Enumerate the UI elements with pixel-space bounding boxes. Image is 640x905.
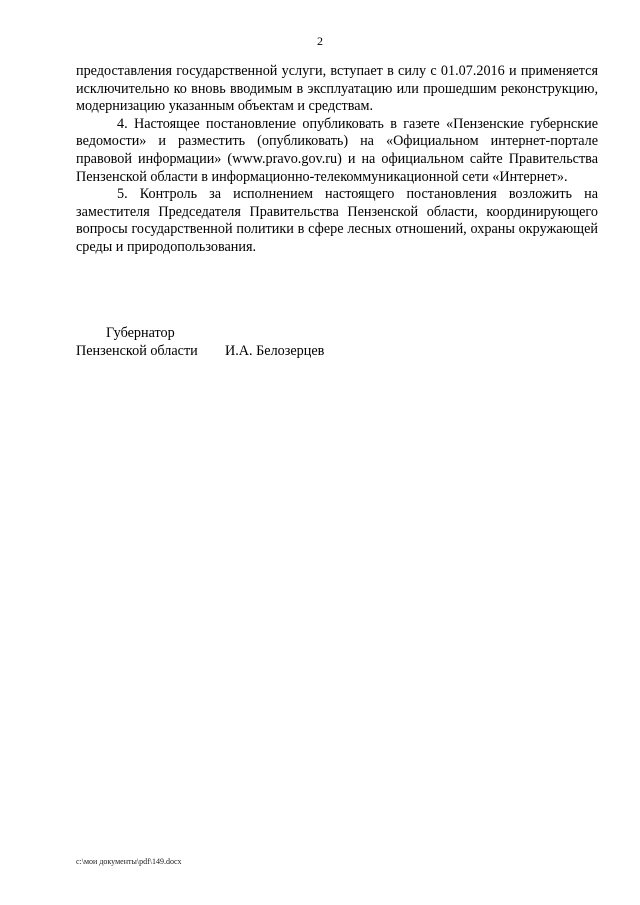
- paragraph-item-4: 4. Настоящее постановление опубликовать в газете «Пензенские губернские ведомости» и разместить (опубликовать) на «Официальном интернет-портале правовой информации» (www.pravo.gov.ru) и на официальном сайте Правительства Пензенской области в информационно-телекоммуникационной сети «Интернет».: [76, 115, 598, 185]
- signature-block: [76, 324, 416, 360]
- paragraph-item-5: 5. Контроль за исполнением настоящего постановления возложить на заместителя Председателя Правительства Пензенской области, координирующего вопросы государственной политики в сфере лесных отношений, охраны окружающей среды и природопользования.: [76, 186, 598, 255]
- paragraph-continuation: предоставления государственной услуги, вступает в силу с 01.07.2016 и применяется исключительно ко вновь вводимым в эксплуатацию или прошедшим реконструкцию, модернизацию указанным объектам и средствам.: [76, 63, 598, 115]
- signatory-title: Губернатор: [106, 325, 175, 341]
- signatory-name: И.А. Белозерцев: [225, 343, 325, 359]
- document-body: [76, 63, 598, 257]
- signatory-region: Пензенской области: [76, 343, 198, 359]
- footer-file-path: c:\мои документы\pdf\149.docx: [76, 857, 182, 866]
- page-number: 2: [317, 34, 323, 48]
- signature-line: [76, 342, 416, 360]
